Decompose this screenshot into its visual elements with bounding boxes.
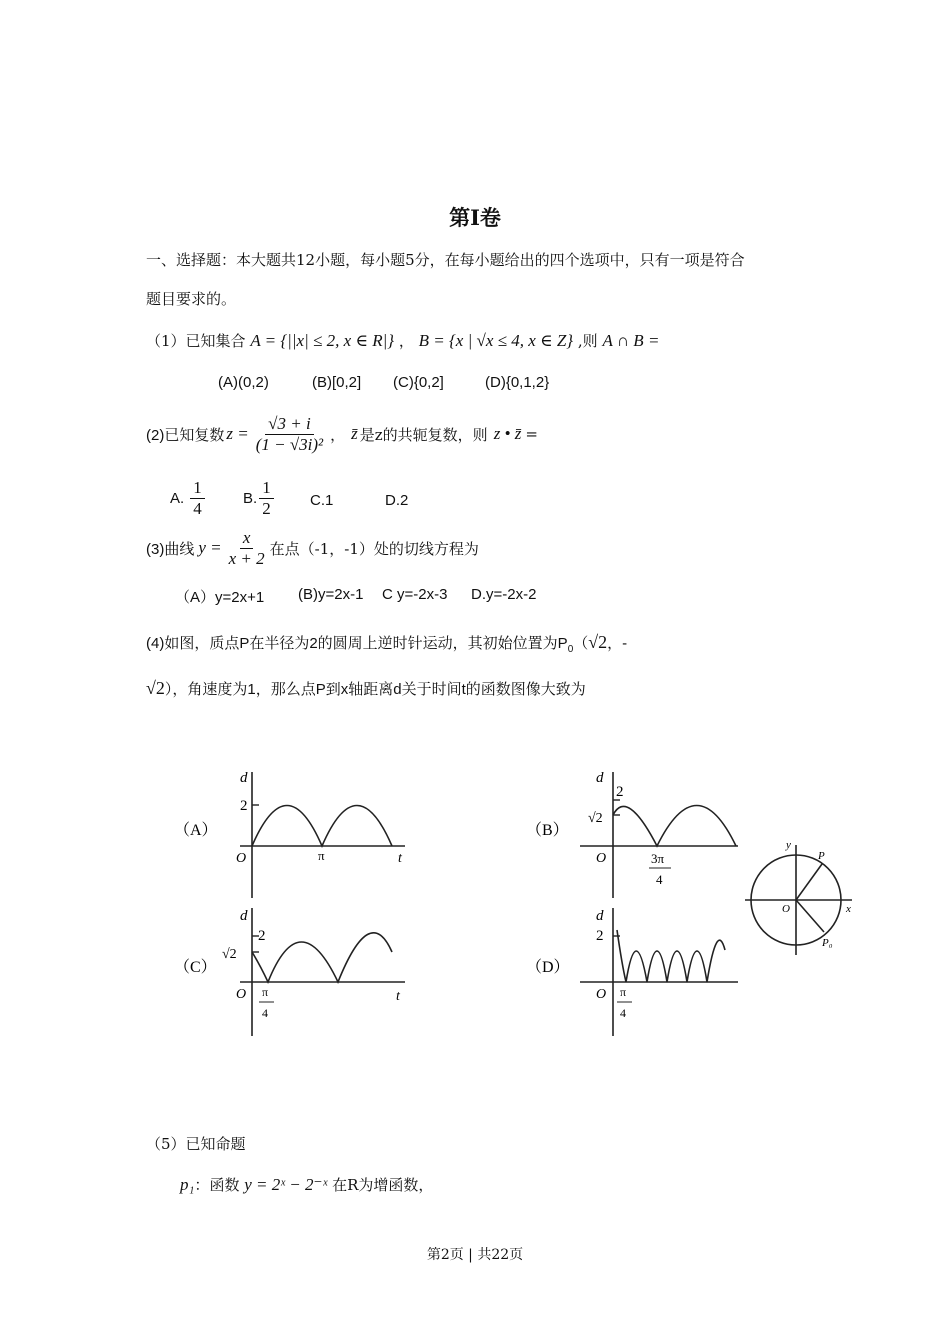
q5-p1-text-a: 函数 (209, 1176, 240, 1194)
q3-option-a: （A）y=2x+1 (175, 589, 265, 606)
graph-c-two: 2 (258, 928, 266, 944)
section-instruction-line1: 一、选择题：本大题共12小题，每小题5分，在每小题给出的四个选项中，只有一项是符合 (146, 251, 745, 269)
q4-text-a: (4)如图，质点P在半径为2的圆周上逆时针运动，其初始位置为P (146, 635, 568, 652)
question-4-line1 (146, 632, 627, 655)
q4-text-d: ），角速度为1，那么点P到x轴距离d关于时间t的函数图像大致为 (164, 681, 586, 698)
q4-sqrt2-a: √2 (588, 632, 608, 652)
circle-radius-p0 (796, 900, 824, 932)
q2-option-c: C.1 (310, 492, 334, 509)
q3-numerator: x (240, 528, 254, 549)
q1-set-a: A = {||x| ≤ 2, x ∈ R|} (250, 331, 395, 350)
question-3 (146, 528, 479, 568)
q2-expr: z • z̄ (493, 424, 522, 444)
q2-zbar: z̄ (351, 424, 358, 444)
graph-b-two: 2 (616, 784, 624, 800)
q4-text-b: （ (573, 635, 589, 652)
graph-d-two: 2 (596, 928, 604, 944)
graph-c-four: 4 (262, 1006, 268, 1020)
graph-c-axis-t: t (396, 989, 400, 1004)
q5-p1-text-b: 在R为增函数， (332, 1176, 434, 1194)
q2-numerator: √3 + i (265, 414, 314, 435)
label-d: （D） (526, 959, 570, 976)
page-title: 第I卷 (449, 205, 501, 230)
q2-option-a-label: A. (170, 489, 185, 507)
q1-option-d: (D){0,1,2} (485, 374, 550, 391)
graph-c-curve (252, 933, 392, 982)
graph-b-axis-d: d (596, 770, 604, 786)
graph-c-origin: O (236, 987, 247, 1002)
graph-b-sqrt2: √2 (588, 811, 603, 826)
circle-label-x: x (846, 903, 851, 915)
q5-p1-line (180, 1174, 433, 1195)
q3-denominator: x + 2 (228, 548, 265, 568)
q4-subscript: 0 (567, 644, 574, 655)
q1-suffix: ,则 (577, 332, 598, 350)
q1-expr: A ∩ B = (602, 331, 660, 350)
graph-c-pi: π (262, 985, 269, 999)
graph-a-curve (252, 806, 392, 847)
page-footer: 第2页 | 共22页 (426, 1247, 524, 1263)
graph-b-four: 4 (656, 872, 663, 887)
section-instruction-line2: 题目要求的。 (146, 290, 237, 308)
q3-fraction (226, 528, 268, 568)
q1-set-b: B = {x | √x ≤ 4, x ∈ Z} (418, 331, 574, 350)
graph-d-axis-d: d (596, 908, 604, 924)
question-1 (146, 330, 659, 351)
q2-option-a (170, 478, 205, 518)
q2-z-lhs: z = (226, 424, 249, 444)
circle-label-y: y (786, 839, 791, 851)
circle-label-p0: P₀ (822, 937, 833, 949)
graph-a-axis-d: d (240, 770, 248, 786)
q2-option-d: D.2 (385, 492, 409, 509)
label-b: （B） (526, 822, 569, 839)
q1-sep: ， (398, 332, 414, 350)
label-a: （A） (174, 822, 218, 839)
circle-label-p: P (818, 850, 825, 862)
q3-option-c: C y=-2x-3 (382, 586, 448, 603)
question-2 (146, 414, 538, 454)
circle-radius-p (796, 864, 822, 900)
graph-d-origin: O (596, 987, 607, 1002)
q3-option-b: (B)y=2x-1 (298, 586, 364, 603)
graph-a-axis-t: t (398, 851, 402, 866)
q2-option-a-num: 1 (190, 478, 205, 499)
q2-option-a-fraction (190, 478, 205, 518)
q5-p1-colon: ： (194, 1176, 210, 1194)
graph-a-origin: O (236, 851, 247, 866)
graph-b-curve (613, 806, 736, 847)
q2-option-b-num: 1 (259, 478, 274, 499)
graph-d-four: 4 (620, 1006, 626, 1020)
q1-option-b: (B)[0,2] (312, 374, 362, 391)
circle-label-o: O (782, 903, 790, 915)
q2-option-b-label: B. (243, 489, 258, 507)
graph-a-pi: π (318, 848, 325, 863)
q4-text-c: ，- (607, 635, 628, 652)
q1-option-c: (C){0,2] (393, 374, 444, 391)
graph-b-3pi: 3π (651, 851, 665, 866)
q2-option-b-fraction (259, 478, 274, 518)
graph-c-sqrt2: √2 (222, 947, 237, 962)
q1-prefix: （1）已知集合 (146, 332, 246, 350)
q2-denominator: (1 − √3i)² (255, 434, 324, 454)
q3-suffix: 在点（-1，-1）处的切线方程为 (269, 539, 479, 558)
q3-option-d: D.y=-2x-2 (471, 586, 537, 603)
q3-y-lhs: y = (198, 538, 222, 558)
q4-sqrt2-b: √2 (146, 678, 165, 698)
q1-option-a: (A)(0,2) (218, 374, 269, 391)
q2-prefix: (2)已知复数 (146, 426, 225, 444)
q5-p1: p₁ (180, 1175, 195, 1194)
graph-d-curve (617, 930, 725, 982)
q3-prefix: (3)曲线 (146, 540, 195, 558)
label-c: （C） (174, 959, 217, 976)
q4-figure (160, 760, 880, 1050)
q2-mid1: ， (330, 425, 346, 444)
question-5: （5）已知命题 (146, 1135, 246, 1153)
q2-option-b-den: 2 (262, 498, 271, 518)
q2-fraction (253, 414, 326, 454)
question-4-line2 (146, 678, 586, 699)
q2-option-a-den: 4 (193, 498, 202, 518)
q2-option-b (243, 478, 274, 518)
graph-d-pi: π (620, 985, 627, 999)
q2-mid2: 是z的共轭复数，则 (359, 425, 488, 444)
q2-suffix: = (525, 425, 538, 444)
graph-b-origin: O (596, 851, 607, 866)
graph-c-axis-d: d (240, 908, 248, 924)
graph-a-two: 2 (240, 798, 248, 814)
q5-p1-expr: y = 2ˣ − 2⁻ˣ (244, 1175, 328, 1194)
